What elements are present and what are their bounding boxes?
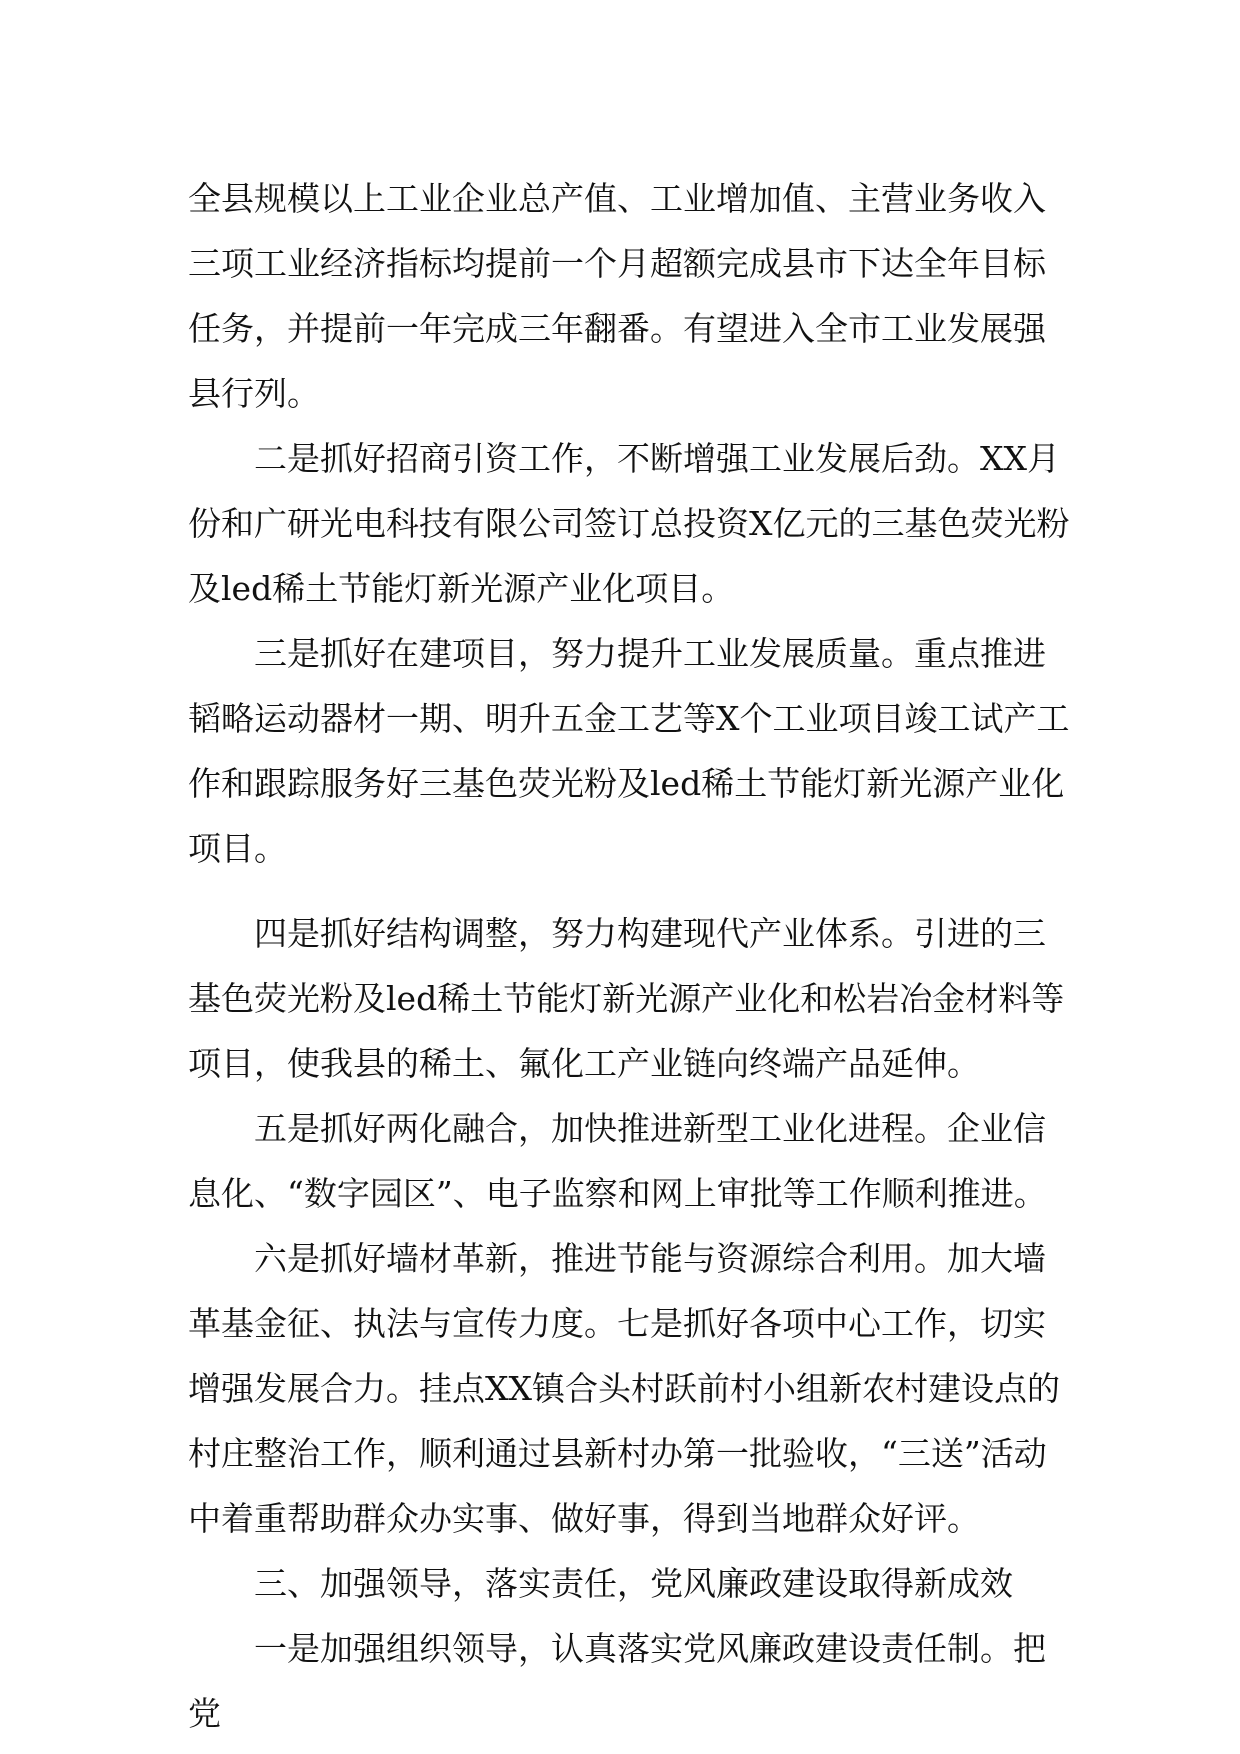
paragraph-investment-attraction: 二是抓好招商引资工作，不断增强工业发展后劲。XX月份和广研光电科技有限公司签订总投资X亿元的三基色荧光粉及led稀土节能灯新光源产业化项目。 bbox=[188, 439, 1070, 608]
paragraph-informatization: 五是抓好两化融合，加快推进新型工业化进程。企业信息化、“数字园区”、电子监察和网上审批等工作顺利推进。 bbox=[188, 1109, 1047, 1213]
paragraph-projects-under-construction: 三是抓好在建项目，努力提升工业发展质量。重点推进韬略运动器材一期、明升五金工艺等X个工业项目竣工试产工作和跟踪服务好三基色荧光粉及led稀土节能灯新光源产业化项目。 bbox=[188, 634, 1070, 868]
paragraph-organization-leadership: 一是加强组织领导，认真落实党风廉政建设责任制。把党 bbox=[188, 1629, 1046, 1733]
paragraph-structural-adjustment: 四是抓好结构调整，努力构建现代产业体系。引进的三基色荧光粉及led稀土节能灯新光源产业化和松岩冶金材料等项目，使我县的稀土、氟化工产业链向终端产品延伸。 bbox=[188, 914, 1065, 1083]
document-body bbox=[188, 166, 1078, 1746]
paragraph-industrial-output: 全县规模以上工业企业总产值、工业增加值、主营业务收入三项工业经济指标均提前一个月超额完成县市下达全年目标任务，并提前一年完成三年翻番。有望进入全市工业发展强县行列。 bbox=[188, 179, 1046, 413]
paragraph-wall-material-reform: 六是抓好墙材革新，推进节能与资源综合利用。加大墙革基金征、执法与宣传力度。七是抓好各项中心工作，切实增强发展合力。挂点XX镇合头村跃前村小组新农村建设点的村庄整治工作，顺利通过县新村办第一批验收，“三送”活动中着重帮助群众办实事、做好事，得到当地群众好评。 bbox=[188, 1239, 1060, 1538]
section-heading-party-conduct: 三、加强领导，落实责任，党风廉政建设取得新成效 bbox=[254, 1564, 1013, 1603]
